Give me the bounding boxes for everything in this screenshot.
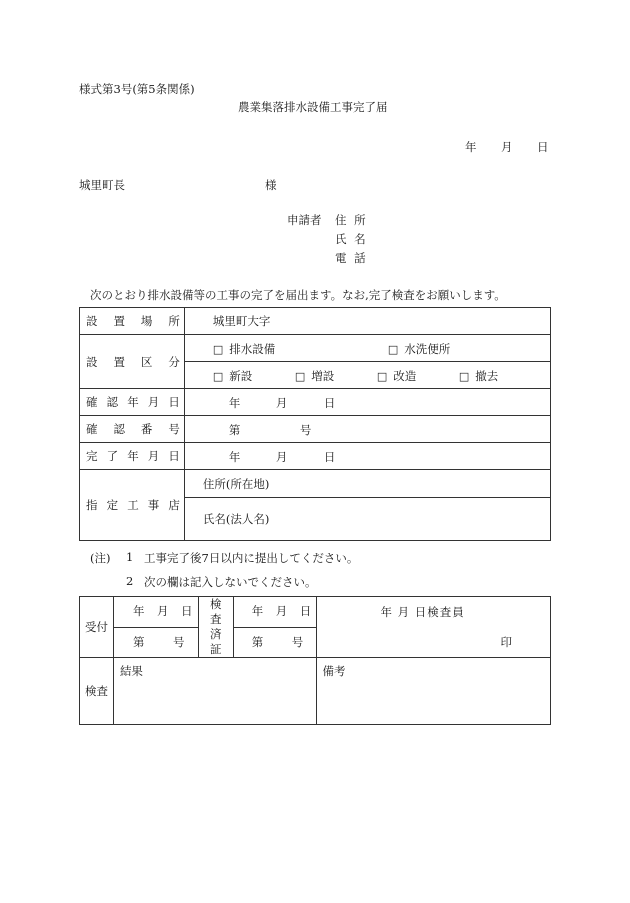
category-label-cell [80, 335, 185, 389]
date-day-label: 日 [537, 140, 549, 154]
category-row-1 [80, 335, 551, 362]
confirm-date-row [80, 389, 551, 416]
inspected-certificate-label: 検査済証 [198, 597, 233, 658]
ymd-year: 年 [228, 396, 241, 410]
label-char: 定 [106, 498, 119, 512]
inspection-row [80, 658, 551, 725]
category-options-row-2 [184, 362, 550, 389]
contractor-label-cell [80, 470, 185, 541]
number-prefix: 第 [251, 634, 264, 649]
number-suffix: 号 [299, 423, 312, 437]
label-char: 番 [140, 422, 153, 436]
inspected-number[interactable] [233, 627, 316, 658]
label-char: 日 [168, 449, 180, 463]
ymd-day: 日 [323, 450, 336, 464]
label-char: 完 [86, 449, 98, 463]
option-drainage[interactable] [213, 341, 275, 357]
honorific: 様 [265, 178, 277, 192]
ymd-year: 年 [251, 604, 264, 618]
ymd-year: 年 [228, 450, 241, 464]
label-char: 認 [113, 422, 125, 436]
applicant-address-label: 住 所 [335, 213, 368, 227]
option-new-label: 新設 [229, 369, 253, 383]
category-label [80, 354, 184, 370]
label-char: 月 [147, 395, 160, 409]
checkbox-icon[interactable]: □ [458, 370, 470, 383]
location-value-cell[interactable]: 城里町大字 [184, 308, 550, 335]
ymd-month: 月 [275, 604, 288, 618]
receipt-number[interactable] [113, 627, 198, 658]
receipt-date[interactable] [113, 597, 198, 628]
notes-prefix: (注) [90, 551, 111, 565]
result-label: 結果 [119, 664, 143, 678]
ymd-day: 日 [323, 396, 336, 410]
completion-date-label-cell [80, 443, 185, 470]
label-char: 日 [168, 395, 180, 409]
applicant-label: 申請者 [287, 213, 322, 227]
office-use-table [79, 596, 551, 725]
inspector-cell[interactable] [316, 597, 551, 658]
label-char: 了 [106, 449, 119, 463]
label-char: 置 [113, 354, 125, 369]
confirm-number-label-cell [80, 416, 185, 443]
option-flush-toilet-label: 水洗便所 [404, 342, 451, 356]
label-char: 事 [147, 498, 160, 512]
ymd-month: 月 [156, 604, 169, 618]
option-flush-toilet[interactable] [388, 341, 450, 357]
confirm-date-label-cell [80, 389, 185, 416]
label-char: 確 [86, 395, 98, 409]
label-char: 認 [106, 395, 119, 409]
number-suffix: 号 [172, 634, 185, 649]
applicant-phone-label: 電 話 [335, 251, 368, 265]
label-char: 所 [168, 314, 180, 328]
ymd-day: 日 [180, 604, 193, 618]
option-new[interactable] [213, 368, 252, 384]
ymd-month: 月 [275, 450, 288, 464]
label-char: 月 [147, 449, 160, 463]
confirm-number-row [80, 416, 551, 443]
note1-text: 工事完了後7日以内に提出してください。 [144, 551, 359, 565]
label-char: 分 [168, 354, 180, 369]
label-char: 置 [113, 314, 125, 328]
label-char: 号 [168, 422, 180, 436]
checkbox-icon[interactable]: □ [376, 370, 388, 383]
date-year-label: 年 [465, 140, 477, 154]
ymd-month: 月 [275, 396, 288, 410]
label-char: 設 [86, 354, 98, 369]
inspected-date[interactable] [233, 597, 316, 628]
confirm-date-label [80, 394, 184, 410]
option-drainage-label: 排水設備 [229, 342, 276, 356]
remarks-label: 備考 [322, 664, 346, 678]
option-remodel[interactable] [377, 368, 416, 384]
ymd-day: 日 [299, 604, 312, 618]
receipt-row-1 [80, 597, 551, 628]
location-label [80, 313, 184, 329]
label-char: 年 [127, 449, 139, 463]
number-prefix: 第 [132, 634, 145, 649]
contractor-name-field[interactable]: 氏名(法人名) [184, 498, 550, 541]
location-label-cell [80, 308, 185, 335]
label-char: 設 [86, 314, 98, 328]
category-options-row-1 [184, 335, 550, 362]
checkbox-icon[interactable]: □ [387, 343, 399, 356]
completion-date-row [80, 443, 551, 470]
addressee: 城里町長 [79, 178, 125, 192]
note2-text: 次の欄は記入しないでください。 [144, 575, 317, 589]
contractor-label [80, 497, 184, 513]
result-cell[interactable] [113, 658, 316, 725]
confirm-date-value[interactable] [184, 389, 550, 416]
label-char: 年 [127, 395, 139, 409]
location-row [80, 308, 551, 335]
option-expand-label: 増設 [311, 369, 335, 383]
completion-date-value[interactable] [184, 443, 550, 470]
checkbox-icon[interactable]: □ [212, 370, 224, 383]
label-char: 工 [127, 498, 139, 512]
contractor-address-field[interactable]: 住所(所在地) [184, 470, 550, 498]
label-char: 店 [168, 498, 180, 512]
note2-number: 2 [126, 574, 134, 588]
page-title: 農業集落排水設備工事完了届 [238, 100, 388, 114]
number-prefix: 第 [228, 423, 241, 437]
label-char: 確 [86, 422, 98, 436]
checkbox-icon[interactable]: □ [294, 370, 306, 383]
form-number: 様式第3号(第5条関係) [79, 82, 195, 96]
completion-date-label [80, 448, 184, 464]
option-remove-label: 撤去 [475, 369, 499, 383]
applicant-name-label: 氏 名 [335, 232, 368, 246]
inspection-label: 検査 [80, 658, 114, 725]
receipt-label: 受付 [80, 597, 114, 658]
inspector-label: 年 月 日検査員 [380, 605, 465, 619]
note1-number: 1 [126, 550, 134, 564]
option-remove[interactable] [459, 368, 498, 384]
confirm-number-value[interactable] [184, 416, 550, 443]
date-month-label: 月 [501, 140, 513, 154]
main-form-table [79, 307, 551, 541]
confirm-number-label [80, 421, 184, 437]
remarks-cell[interactable] [316, 658, 551, 725]
option-expand[interactable] [295, 368, 334, 384]
label-char: 指 [86, 498, 98, 512]
label-char: 場 [140, 314, 153, 328]
seal-label: 印 [500, 635, 512, 649]
option-remodel-label: 改造 [393, 369, 417, 383]
number-suffix: 号 [291, 634, 304, 649]
intro-text: 次のとおり排水設備等の工事の完了を届出ます。なお,完了検査をお願いします。 [90, 288, 506, 302]
ymd-year: 年 [132, 604, 145, 618]
contractor-row-1 [80, 470, 551, 498]
checkbox-icon[interactable]: □ [212, 343, 224, 356]
label-char: 区 [140, 354, 153, 369]
